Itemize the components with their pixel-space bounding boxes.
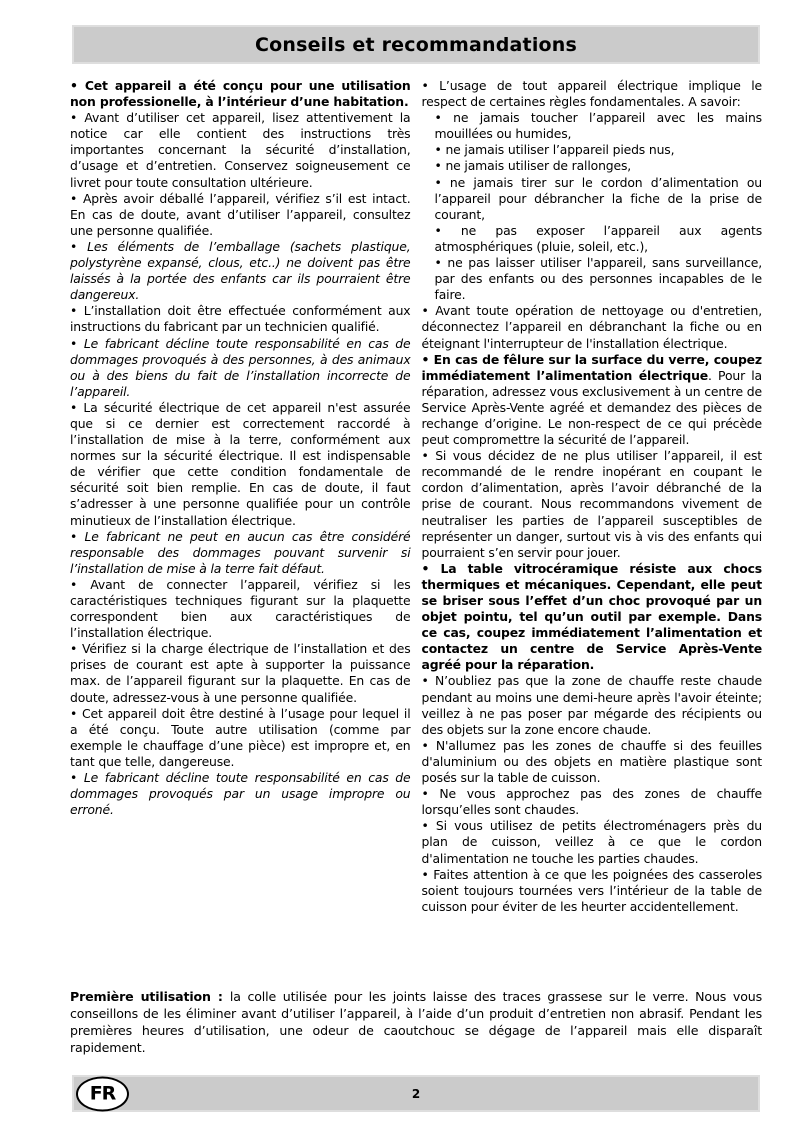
paragraph: • En cas de fêlure sur la surface du verre, coupez immédiatement l’alimentation électrique. Pour la réparation, adressez vous exclusivement à un centre de Service Après-Vente agréé et demandez des pièces de rechange d’origine. Le non-respect de ce qui précède peut compromettre la sécurité de l’appareil.: [421, 351, 762, 448]
paragraph: • Si vous décidez de ne plus utiliser l’appareil, il est recommandé de le rendre inopérant en coupant le cordon d’alimentation, après l’avoir débranché de la prise de courant. Nous recommandons vivement de neutraliser les parties de l’appareil susceptibles de représenter un danger, surtout vis à vis des enfants qui pourraient s’en servir pour jouer.: [421, 448, 762, 560]
paragraph: • Les éléments de l’emballage (sachets plastique, polystyrène expansé, clous, etc..) ne doivent pas être laissés à la portée des enfants car ils pourraient être dangereux.: [70, 238, 411, 303]
paragraph: • L’installation doit être effectuée conformément aux instructions du fabricant par un technicien qualifié.: [70, 303, 411, 335]
paragraph: • ne jamais utiliser de rallonges,: [434, 158, 632, 174]
paragraph: • ne pas laisser utiliser l'appareil, sans surveillance, par des enfants ou des personnes incapables de le faire.: [434, 255, 762, 303]
left-column: [70, 78, 411, 915]
page-header-bar: [72, 25, 760, 64]
paragraph: • Avant toute opération de nettoyage ou d'entretien, déconnectez l’appareil en débranchant la fiche ou en éteignant l'interrupteur de l'installation électrique.: [421, 303, 762, 351]
paragraph: • L’usage de tout appareil électrique implique le respect de certaines règles fondamentales. A savoir:: [421, 78, 762, 110]
paragraph: • La sécurité électrique de cet appareil n'est assurée que si ce dernier est correctement raccordé à l’installation de mise à la terre, conformément aux normes sur la sécurité électrique. Il est indispensable de vérifier que cette condition fondamentale de sécurité soit bien remplie. En cas de doute, il faut s’adresser à une personne qualifiée pour un contrôle minutieux de l’installation électrique.: [70, 399, 411, 528]
paragraph: • Si vous utilisez de petits électroménagers près du plan de cuisson, veillez à ce que le cordon d'alimentation ne touche les parties chaudes.: [421, 818, 762, 866]
paragraph: • Cet appareil doit être destiné à l’usage pour lequel il a été conçu. Toute autre utilisation (comme par exemple le chauffage d’une pièce) est impropre et, en tant que telle, dangereuse.: [70, 705, 411, 769]
page-footer-bar: [72, 1075, 760, 1112]
right-column: [422, 78, 763, 915]
paragraph: • N'allumez pas les zones de chauffe si des feuilles d'aluminium ou des objets en matière plastique sont posés sur la table de cuisson.: [421, 737, 762, 786]
paragraph: • Le fabricant décline toute responsabilité en cas de dommages provoqués à des personnes, à des animaux ou à des biens du fait de l’installation incorrecte de l’appareil.: [70, 335, 411, 399]
first-use-note-text: la colle utilisée pour les joints laisse des traces grassese sur le verre. Nous vous conseillons de les éliminer avant d’utiliser l’appareil, à l’aide d’un produit d’entretien non abrasif. Pendant les premières heures d’utilisation, une odeur de caoutchouc se dégage de l’appareil mais elle disparaît rapidement.: [70, 989, 762, 1055]
paragraph: • ne pas exposer l’appareil aux agents atmosphériques (pluie, soleil, etc.),: [434, 222, 762, 254]
first-use-note: [70, 988, 762, 1056]
paragraph: • Après avoir déballé l’appareil, vérifiez s’il est intact. En cas de doute, avant d’utiliser l’appareil, consultez une personne qualifiée.: [70, 190, 411, 238]
paragraph: • Avant de connecter l’appareil, vérifiez si les caractéristiques techniques figurant sur la plaquette correspondent bien aux caractéristiques de l’installation électrique.: [70, 576, 411, 641]
paragraph: • Le fabricant ne peut en aucun cas être considéré responsable des dommages pouvant survenir si l’installation de mise à la terre fait défaut.: [70, 528, 411, 576]
paragraph: • Le fabricant décline toute responsabilité en cas de dommages provoqués par un usage impropre ou erroné.: [70, 770, 411, 818]
first-use-note-lead: Première utilisation :: [70, 989, 230, 1004]
page-title: Conseils et recommandations: [254, 33, 578, 56]
paragraph: • La table vitrocéramique résiste aux chocs thermiques et mécaniques. Cependant, elle peut se briser sous l’effet d’un choc provoqué par un objet pointu, tel qu’un outil par exemple. Dans ce cas, coupez immédiatement l’alimentation et contactez un centre de Service Après-Vente agréé pour la réparation.: [421, 560, 762, 673]
page-number: 2: [411, 1086, 421, 1101]
paragraph: • Vérifiez si la charge électrique de l’installation et des prises de courant est apte à supporter la puissance max. de l’appareil figurant sur la plaquette. En cas de doute, adressez-vous à une personne qualifiée.: [70, 641, 411, 705]
paragraph: • Cet appareil a été conçu pour une utilisation non professionelle, à l’intérieur d’une habitation.: [70, 78, 411, 110]
paragraph: • Avant d’utiliser cet appareil, lisez attentivement la notice car elle contient des instructions très importantes concernant la sécurité d’installation, d’usage et d’entretien. Conservez soigneusement ce livret pour toute consultation ultérieure.: [70, 110, 411, 190]
paragraph: • Ne vous approchez pas des zones de chauffe lorsqu’elles sont chaudes.: [421, 786, 762, 818]
paragraph: • N’oubliez pas que la zone de chauffe reste chaude pendant au moins une demi-heure après l'avoir éteinte; veillez à ne pas poser par mégarde des récipients ou des objets sur la zone encore chaude.: [421, 673, 762, 737]
paragraph: • ne jamais utiliser l’appareil pieds nus,: [434, 142, 675, 158]
body-columns: [70, 78, 762, 915]
paragraph: • ne jamais toucher l’appareil avec les mains mouillées ou humides,: [434, 110, 762, 142]
paragraph: • Faites attention à ce que les poignées des casseroles soient toujours tournées vers l’intérieur de la table de cuisson pour éviter de les heurter accidentellement.: [421, 866, 762, 914]
language-badge: FR: [76, 1076, 129, 1111]
paragraph: • ne jamais tirer sur le cordon d’alimentation ou l’appareil pour débrancher la fiche de la prise de courant,: [434, 174, 762, 222]
